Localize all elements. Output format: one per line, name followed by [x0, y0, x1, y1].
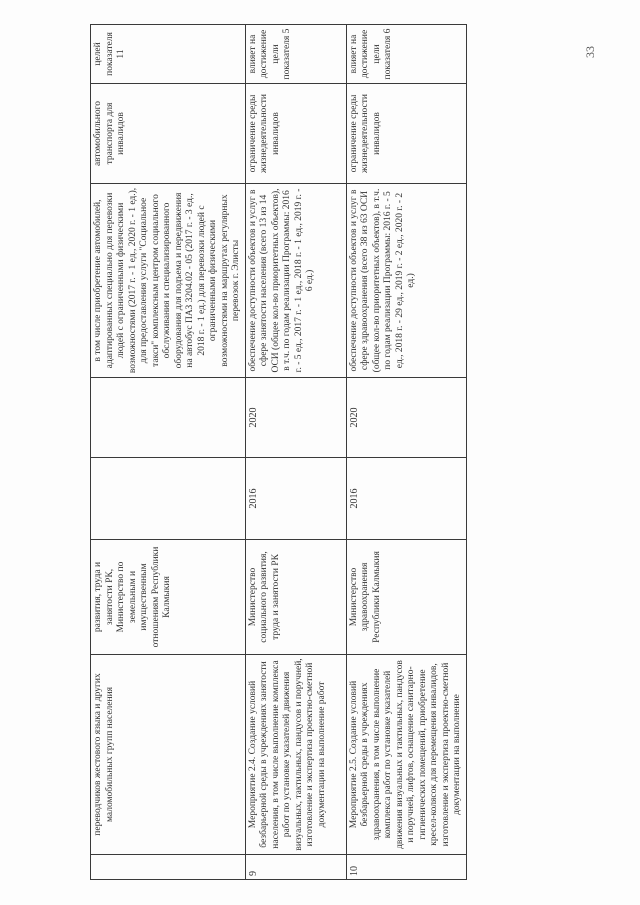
- end-year-cell: 2020: [346, 378, 466, 458]
- event-cell: Мероприятие 2.5. Создание условий безбарьерной среды в учреждениях здравоохранения, в том числе выполнение комплекса работ по установке указателей движения визуальных и тактильных, пандусов и поручней, лифтов, оснащение санитарно-гигиенических помещений, приобретение кресел-колясок для перемещения инвалидов, изготовление и экспертиза проектно-сметной документации на выполнение: [346, 655, 466, 855]
- link-cell: ограничение среды жизнедеятельности инвалидов: [245, 84, 346, 184]
- end-year-cell: 2020: [245, 378, 346, 458]
- executor-cell: Министерство социального развития, труда и занятости РК: [245, 540, 346, 655]
- indicator-cell: влияет на достижение цели показателя 6: [346, 25, 466, 84]
- page-number: 33: [583, 46, 597, 58]
- result-cell: обеспечение доступности объектов и услуг в сфере здравоохранения (всего 38 из 63 ОСИ (общее кол-во приоритетных объектов), в т.ч. по годам реализации Программы: 2016 г. - 5 ед., 2018 г. - 29 ед., 2019 г. - 2 ед., 2020 г. - 2 ед.): [346, 184, 466, 378]
- program-table: [90, 24, 467, 880]
- rotated-document: [30, 25, 597, 880]
- event-cell: Мероприятие 2.4. Создание условий безбарьерной среды в учреждениях занятости населения, в том числе выполнение комплекса работ по установке указателей движения визуальных, тактильных, пандусов и поручней, изготовление и экспертиза проектно-сметной документации на выполнение работ: [245, 655, 346, 855]
- start-year-cell: [91, 458, 246, 540]
- start-year-cell: 2016: [346, 458, 466, 540]
- result-cell: в том числе приобретение автомобилей, адаптированных специально для перевозки людей с ограниченными физическими возможностями (2017 г. - 1 ед., 2020 г. - 1 ед.), для предоставления услуги "Социальное такси" комплексным центром социального обслуживания и специализированного оборудования для подъема и передвижения на автобус ПАЗ 3204.02 - 05 (2017 г. - 3 ед., 2018 г. - 1 ед.) для перевозки людей с ограниченными физическими возможностями на маршрутах регулярных перевозок г. Элисты: [91, 184, 246, 378]
- table-row: [245, 25, 346, 880]
- indicator-cell: целей показателя 11: [91, 25, 246, 84]
- end-year-cell: [91, 378, 246, 458]
- executor-cell: Министерство здравоохранения Республики Калмыкия: [346, 540, 466, 655]
- executor-cell: развития, труда и занятости РК, Министерство по земельным и имущественным отношениям Республики Калмыкия: [91, 540, 246, 655]
- indicator-cell: влияет на достижение цели показателя 5: [245, 25, 346, 84]
- row-number: 10: [346, 855, 466, 880]
- row-number: 9: [245, 855, 346, 880]
- row-number: [91, 855, 246, 880]
- link-cell: автомобильного транспорта для инвалидов: [91, 84, 246, 184]
- result-cell: обеспечение доступности объектов и услуг в сфере занятости населения (всего 13 из 14 ОСИ (общее кол-во приоритетных объектов), в т.ч. по годам реализации Программы: 2016 г. - 5 ед., 2017 г. - 1 ед., 2018 г. - 1 ед., 2019 г. - 6 ед.): [245, 184, 346, 378]
- table-row: [346, 25, 466, 880]
- start-year-cell: 2016: [245, 458, 346, 540]
- link-cell: ограничение среды жизнедеятельности инвалидов: [346, 84, 466, 184]
- event-cell: переводчиков жестового языка и других маломобильных групп населения: [91, 655, 246, 855]
- table-row: [91, 25, 246, 880]
